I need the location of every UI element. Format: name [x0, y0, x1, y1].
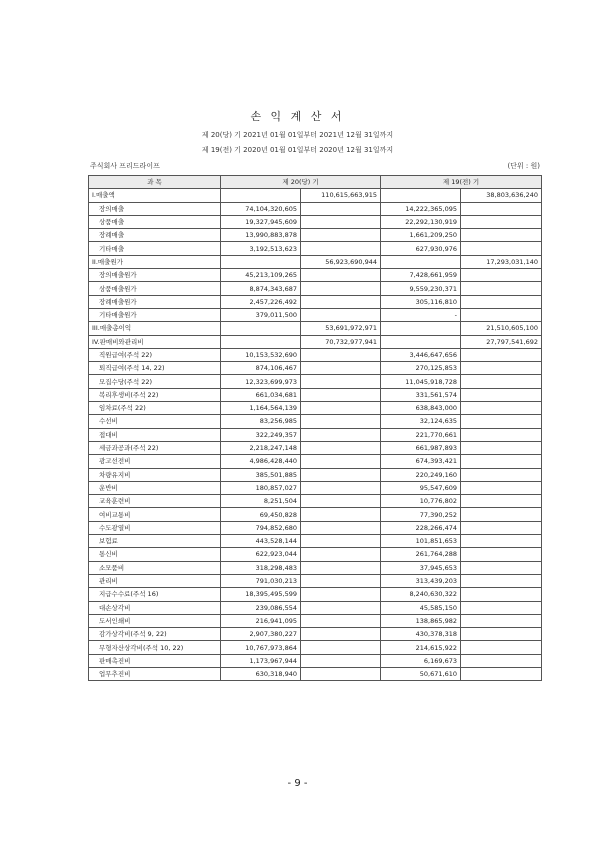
- prior-detail-cell: [381, 189, 461, 202]
- account-cell: I.매출액: [89, 189, 221, 202]
- current-total-cell: [301, 468, 381, 481]
- table-row: [89, 202, 542, 215]
- current-detail-cell: 874,106,467: [221, 362, 301, 375]
- account-cell: 대손상각비: [89, 601, 221, 614]
- table-row: [89, 269, 542, 282]
- current-detail-cell: 443,528,144: [221, 535, 301, 548]
- prior-total-cell: [461, 561, 542, 574]
- current-total-cell: [301, 521, 381, 534]
- current-total-cell: [301, 282, 381, 295]
- current-detail-cell: 239,086,554: [221, 601, 301, 614]
- current-total-cell: 70,732,977,941: [301, 335, 381, 348]
- prior-total-cell: [461, 402, 542, 415]
- prior-total-cell: [461, 242, 542, 255]
- table-row: [89, 667, 542, 680]
- table-row: [89, 601, 542, 614]
- current-total-cell: [301, 215, 381, 228]
- prior-detail-cell: 228,266,474: [381, 521, 461, 534]
- table-row: [89, 295, 542, 308]
- prior-detail-cell: 638,843,000: [381, 402, 461, 415]
- prior-detail-cell: 95,547,609: [381, 481, 461, 494]
- table-row: [89, 402, 542, 415]
- current-total-cell: [301, 348, 381, 361]
- current-detail-cell: 3,192,513,623: [221, 242, 301, 255]
- prior-total-cell: [461, 415, 542, 428]
- current-total-cell: [301, 428, 381, 441]
- current-detail-cell: 622,923,044: [221, 548, 301, 561]
- table-row: [89, 468, 542, 481]
- prior-detail-cell: 32,124,635: [381, 415, 461, 428]
- prior-total-cell: [461, 428, 542, 441]
- current-detail-cell: 74,104,320,605: [221, 202, 301, 215]
- prior-total-cell: [461, 508, 542, 521]
- company-name: 주식회사 프리드라이프: [90, 162, 160, 170]
- account-cell: 세금과공과(주석 22): [89, 441, 221, 454]
- account-cell: IV.판매비와관리비: [89, 335, 221, 348]
- current-detail-cell: 19,327,945,609: [221, 215, 301, 228]
- account-cell: 지급수수료(주석 16): [89, 588, 221, 601]
- prior-detail-cell: 3,446,647,656: [381, 348, 461, 361]
- prior-total-cell: [461, 269, 542, 282]
- table-row: [89, 388, 542, 401]
- current-detail-cell: 322,249,357: [221, 428, 301, 441]
- current-total-cell: [301, 242, 381, 255]
- current-detail-cell: 10,767,973,864: [221, 641, 301, 654]
- account-cell: 보험료: [89, 535, 221, 548]
- table-row: [89, 428, 542, 441]
- current-detail-cell: 2,907,380,227: [221, 628, 301, 641]
- table-row: [89, 495, 542, 508]
- current-total-cell: 56,923,690,944: [301, 255, 381, 268]
- account-cell: 수도광열비: [89, 521, 221, 534]
- table-row: [89, 481, 542, 494]
- account-cell: 통신비: [89, 548, 221, 561]
- prior-detail-cell: 6,169,673: [381, 654, 461, 667]
- header-account: 과 목: [89, 176, 221, 189]
- current-total-cell: [301, 375, 381, 388]
- prior-total-cell: [461, 455, 542, 468]
- prior-total-cell: [461, 601, 542, 614]
- prior-total-cell: [461, 388, 542, 401]
- current-total-cell: [301, 561, 381, 574]
- current-total-cell: [301, 601, 381, 614]
- account-cell: III.매출총이익: [89, 322, 221, 335]
- statement-title: 손 익 계 산 서: [250, 110, 345, 123]
- prior-total-cell: [461, 295, 542, 308]
- current-total-cell: [301, 308, 381, 321]
- current-detail-cell: 379,011,500: [221, 308, 301, 321]
- table-row: [89, 455, 542, 468]
- table-row: [89, 335, 542, 348]
- prior-detail-cell: 270,125,853: [381, 362, 461, 375]
- account-cell: 업무추진비: [89, 667, 221, 680]
- account-cell: 관리비: [89, 574, 221, 587]
- prior-detail-cell: 430,378,318: [381, 628, 461, 641]
- account-cell: 퇴직급여(주석 14, 22): [89, 362, 221, 375]
- current-detail-cell: 2,457,226,492: [221, 295, 301, 308]
- prior-total-cell: [461, 215, 542, 228]
- prior-total-cell: [461, 282, 542, 295]
- prior-detail-cell: [381, 335, 461, 348]
- prior-detail-cell: 313,439,203: [381, 574, 461, 587]
- current-detail-cell: 8,874,343,687: [221, 282, 301, 295]
- current-detail-cell: 45,213,109,265: [221, 269, 301, 282]
- prior-detail-cell: 214,615,922: [381, 641, 461, 654]
- prior-total-cell: [461, 202, 542, 215]
- table-header-row: [89, 176, 542, 189]
- current-detail-cell: [221, 189, 301, 202]
- current-total-cell: [301, 269, 381, 282]
- prior-total-cell: [461, 229, 542, 242]
- prior-total-cell: 38,803,636,240: [461, 189, 542, 202]
- table-row: [89, 574, 542, 587]
- prior-total-cell: [461, 654, 542, 667]
- account-cell: 장례매출: [89, 229, 221, 242]
- unit-label: (단위 : 원): [507, 162, 540, 170]
- prior-detail-cell: 661,987,893: [381, 441, 461, 454]
- current-detail-cell: 216,941,095: [221, 614, 301, 627]
- account-cell: 직원급여(주석 22): [89, 348, 221, 361]
- income-statement-table: [88, 175, 542, 681]
- prior-detail-cell: 14,222,365,095: [381, 202, 461, 215]
- current-total-cell: [301, 654, 381, 667]
- table-row: [89, 641, 542, 654]
- prior-total-cell: [461, 574, 542, 587]
- current-detail-cell: 661,034,681: [221, 388, 301, 401]
- current-total-cell: [301, 295, 381, 308]
- prior-total-cell: [461, 481, 542, 494]
- current-total-cell: [301, 535, 381, 548]
- prior-detail-cell: -: [381, 308, 461, 321]
- table-row: [89, 229, 542, 242]
- current-total-cell: [301, 641, 381, 654]
- prior-detail-cell: [381, 255, 461, 268]
- table-row: [89, 348, 542, 361]
- prior-total-cell: [461, 667, 542, 680]
- prior-detail-cell: 221,770,661: [381, 428, 461, 441]
- account-cell: 여비교통비: [89, 508, 221, 521]
- current-detail-cell: 69,450,828: [221, 508, 301, 521]
- current-total-cell: 110,615,663,915: [301, 189, 381, 202]
- current-total-cell: [301, 202, 381, 215]
- current-total-cell: [301, 667, 381, 680]
- table-row: [89, 189, 542, 202]
- prior-total-cell: [461, 614, 542, 627]
- prior-total-cell: [461, 548, 542, 561]
- prior-detail-cell: 261,764,288: [381, 548, 461, 561]
- current-detail-cell: 794,852,680: [221, 521, 301, 534]
- current-detail-cell: 8,251,504: [221, 495, 301, 508]
- prior-total-cell: [461, 441, 542, 454]
- current-total-cell: [301, 229, 381, 242]
- prior-detail-cell: 101,851,653: [381, 535, 461, 548]
- table-row: [89, 441, 542, 454]
- table-row: [89, 628, 542, 641]
- account-cell: 소모품비: [89, 561, 221, 574]
- table-row: [89, 521, 542, 534]
- table-row: [89, 375, 542, 388]
- account-cell: 교육훈련비: [89, 495, 221, 508]
- account-cell: 상품매출: [89, 215, 221, 228]
- table-row: [89, 362, 542, 375]
- current-total-cell: [301, 455, 381, 468]
- current-total-cell: [301, 362, 381, 375]
- account-cell: 장례매출원가: [89, 295, 221, 308]
- current-detail-cell: 12,323,699,973: [221, 375, 301, 388]
- current-detail-cell: 318,298,483: [221, 561, 301, 574]
- prior-total-cell: [461, 468, 542, 481]
- prior-detail-cell: [381, 322, 461, 335]
- table-row: [89, 614, 542, 627]
- account-cell: 복리후생비(주석 22): [89, 388, 221, 401]
- prior-total-cell: [461, 375, 542, 388]
- prior-detail-cell: 8,240,630,322: [381, 588, 461, 601]
- header-prior: 제 19(전) 기: [381, 176, 542, 189]
- current-detail-cell: 2,218,247,148: [221, 441, 301, 454]
- current-total-cell: [301, 495, 381, 508]
- prior-total-cell: [461, 588, 542, 601]
- prior-total-cell: [461, 535, 542, 548]
- prior-detail-cell: 37,945,653: [381, 561, 461, 574]
- current-detail-cell: 1,164,564,139: [221, 402, 301, 415]
- account-cell: 감가상각비(주석 9, 22): [89, 628, 221, 641]
- current-total-cell: [301, 614, 381, 627]
- prior-detail-cell: 45,585,150: [381, 601, 461, 614]
- prior-detail-cell: 50,671,610: [381, 667, 461, 680]
- table-row: [89, 415, 542, 428]
- prior-total-cell: [461, 348, 542, 361]
- current-total-cell: [301, 415, 381, 428]
- current-detail-cell: 13,990,883,878: [221, 229, 301, 242]
- page-number: - 9 -: [287, 778, 308, 789]
- table-row: [89, 255, 542, 268]
- current-detail-cell: 18,395,495,599: [221, 588, 301, 601]
- current-total-cell: [301, 388, 381, 401]
- prior-detail-cell: 22,292,130,919: [381, 215, 461, 228]
- current-total-cell: [301, 402, 381, 415]
- prior-detail-cell: 627,930,976: [381, 242, 461, 255]
- table-row: [89, 322, 542, 335]
- prior-detail-cell: 77,390,252: [381, 508, 461, 521]
- table-body: [89, 189, 542, 681]
- current-total-cell: [301, 441, 381, 454]
- prior-detail-cell: 7,428,661,959: [381, 269, 461, 282]
- current-detail-cell: 83,256,985: [221, 415, 301, 428]
- current-detail-cell: 1,173,967,944: [221, 654, 301, 667]
- current-detail-cell: [221, 322, 301, 335]
- account-cell: 운반비: [89, 481, 221, 494]
- account-cell: 판매촉진비: [89, 654, 221, 667]
- current-total-cell: [301, 481, 381, 494]
- table-row: [89, 535, 542, 548]
- period-prior: 제 19(전) 기 2020년 01월 01일부터 2020년 12월 31일까지: [201, 146, 394, 154]
- prior-total-cell: [461, 521, 542, 534]
- current-total-cell: [301, 628, 381, 641]
- account-cell: 수선비: [89, 415, 221, 428]
- table-row: [89, 282, 542, 295]
- prior-detail-cell: 305,116,810: [381, 295, 461, 308]
- current-total-cell: [301, 548, 381, 561]
- prior-total-cell: [461, 495, 542, 508]
- current-detail-cell: 791,030,213: [221, 574, 301, 587]
- current-detail-cell: 630,318,940: [221, 667, 301, 680]
- account-cell: 차량유지비: [89, 468, 221, 481]
- account-cell: 장의매출원가: [89, 269, 221, 282]
- prior-detail-cell: 11,045,918,728: [381, 375, 461, 388]
- table-row: [89, 561, 542, 574]
- account-cell: 광고선전비: [89, 455, 221, 468]
- prior-detail-cell: 1,661,209,250: [381, 229, 461, 242]
- current-detail-cell: 4,986,428,440: [221, 455, 301, 468]
- prior-total-cell: 27,797,541,692: [461, 335, 542, 348]
- prior-total-cell: [461, 641, 542, 654]
- account-cell: II.매출원가: [89, 255, 221, 268]
- prior-total-cell: [461, 628, 542, 641]
- current-detail-cell: 180,857,027: [221, 481, 301, 494]
- current-total-cell: [301, 508, 381, 521]
- header-current: 제 20(당) 기: [221, 176, 381, 189]
- table-row: [89, 508, 542, 521]
- account-cell: 모집수당(주석 22): [89, 375, 221, 388]
- current-total-cell: 53,691,972,971: [301, 322, 381, 335]
- account-cell: 장의매출: [89, 202, 221, 215]
- table-row: [89, 654, 542, 667]
- table-row: [89, 548, 542, 561]
- account-cell: 기타매출원가: [89, 308, 221, 321]
- account-cell: 무형자산상각비(주석 10, 22): [89, 641, 221, 654]
- account-cell: 도서인쇄비: [89, 614, 221, 627]
- prior-total-cell: 17,293,031,140: [461, 255, 542, 268]
- current-detail-cell: [221, 255, 301, 268]
- current-detail-cell: 385,501,885: [221, 468, 301, 481]
- table-row: [89, 308, 542, 321]
- current-total-cell: [301, 574, 381, 587]
- prior-total-cell: [461, 308, 542, 321]
- prior-detail-cell: 331,561,574: [381, 388, 461, 401]
- prior-total-cell: 21,510,605,100: [461, 322, 542, 335]
- prior-total-cell: [461, 362, 542, 375]
- current-detail-cell: [221, 335, 301, 348]
- current-detail-cell: 10,153,532,690: [221, 348, 301, 361]
- prior-detail-cell: 220,249,160: [381, 468, 461, 481]
- current-total-cell: [301, 588, 381, 601]
- account-cell: 임차료(주석 22): [89, 402, 221, 415]
- table-row: [89, 242, 542, 255]
- period-current: 제 20(당) 기 2021년 01월 01일부터 2021년 12월 31일까지: [201, 131, 394, 139]
- prior-detail-cell: 9,559,230,371: [381, 282, 461, 295]
- prior-detail-cell: 138,865,982: [381, 614, 461, 627]
- account-cell: 접대비: [89, 428, 221, 441]
- account-cell: 기타매출: [89, 242, 221, 255]
- table-row: [89, 588, 542, 601]
- prior-detail-cell: 10,776,802: [381, 495, 461, 508]
- table-row: [89, 215, 542, 228]
- prior-detail-cell: 674,393,421: [381, 455, 461, 468]
- account-cell: 상품매출원가: [89, 282, 221, 295]
